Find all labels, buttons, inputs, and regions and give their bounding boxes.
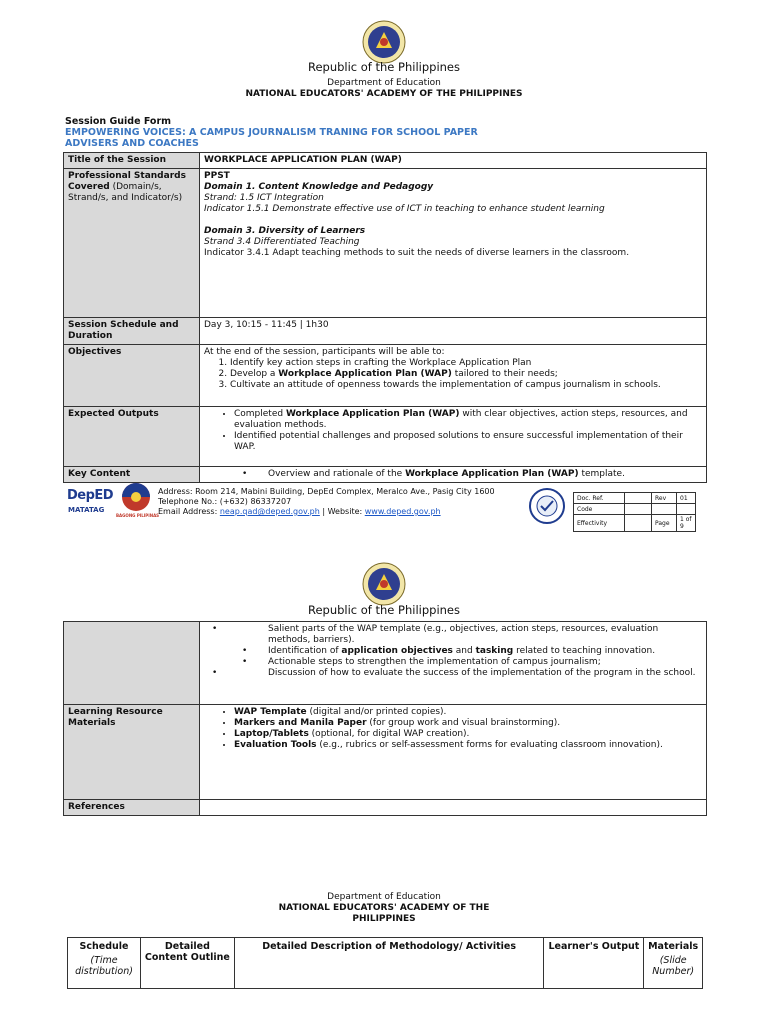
- key-content-item: • Overview and rationale of the Workplace Application Plan (WAP) template.: [268, 469, 702, 480]
- title-row: [64, 153, 707, 169]
- references-value: [200, 800, 707, 816]
- col-schedule-sub: (Time distribution): [75, 955, 133, 977]
- lrm-list: [204, 707, 702, 751]
- lrm-item: • WAP Template (digital and/or printed copies).: [234, 707, 702, 718]
- academy-header-line1: NATIONAL EDUCATORS' ACADEMY OF THE: [278, 903, 490, 913]
- col-methodology: Detailed Description of Methodology/ Activities: [234, 938, 544, 989]
- doc-ref-label: Doc. Ref.: [574, 493, 625, 504]
- footer-contact: [158, 487, 495, 517]
- title-label: Title of the Session: [64, 153, 200, 169]
- indicator1: Indicator 1.5.1 Demonstrate effective use of ICT in teaching to enhance student learning: [204, 204, 605, 214]
- form-title: Session Guide Form: [65, 116, 172, 127]
- domain1-title: Domain 1. Content Knowledge and Pedagogy: [204, 182, 434, 192]
- indicator3: Indicator 3.4.1 Adapt teaching methods to suit the needs of diverse learners in the classroom.: [204, 248, 630, 258]
- schedule-label: Session Schedule and Duration: [64, 318, 200, 345]
- outputs-value: [200, 407, 707, 467]
- objective-item: 3. Cultivate an attitude of openness towards the implementation of campus journalism in schools.: [230, 380, 702, 391]
- schedule-value: Day 3, 10:15 - 11:45 | 1h30: [200, 318, 707, 345]
- col-materials: Materials (Slide Number): [644, 938, 703, 989]
- objective-item: 2. Develop a Workplace Application Plan (WAP) tailored to their needs;: [230, 369, 702, 380]
- deped-logo: DepED: [67, 488, 114, 503]
- references-label: References: [64, 800, 200, 816]
- col-materials-sub: (Slide Number): [652, 955, 695, 977]
- rev-label: Rev: [652, 493, 677, 504]
- key-content-item: • Identification of application objectives and tasking related to teaching innovation.: [268, 646, 702, 657]
- page-label: Page: [652, 515, 677, 532]
- col-learner-output: Learner's Output: [544, 938, 644, 989]
- output-item: • Identified potential challenges and proposed solutions to ensure successful implementation of their WAP.: [234, 431, 702, 453]
- key-content-item: • Discussion of how to evaluate the success of the implementation of the program in the school.: [238, 668, 702, 679]
- footer-telephone: Telephone No.: (+632) 86337207: [158, 497, 292, 506]
- lrm-value: [200, 705, 707, 800]
- academy-header: NATIONAL EDUCATORS' ACADEMY OF THE PHILIPPINES: [245, 89, 523, 99]
- certification-seal-icon: [528, 487, 566, 525]
- lrm-item: • Evaluation Tools (e.g., rubrics or self-assessment forms for evaluating classroom innovation).: [234, 740, 702, 751]
- footer-email-line: Email Address: neap.qad@deped.gov.ph | Website: www.deped.gov.ph: [158, 507, 441, 516]
- objectives-list: [204, 358, 702, 391]
- key-content-continued: [200, 622, 707, 705]
- academy-header-line2: PHILIPPINES: [352, 914, 416, 924]
- rev-value: 01: [677, 493, 696, 504]
- lrm-row: [64, 705, 707, 800]
- methodology-header-row: [68, 938, 703, 989]
- strand3: Strand 3.4 Differentiated Teaching: [204, 237, 360, 247]
- session-guide-table: [63, 152, 707, 483]
- republic-header: Republic of the Philippines: [307, 60, 461, 74]
- key-content-label: Key Content: [64, 467, 200, 483]
- standards-value: [200, 169, 707, 318]
- website-link[interactable]: www.deped.gov.ph: [364, 507, 441, 516]
- outputs-label: Expected Outputs: [64, 407, 200, 467]
- col-schedule: Schedule (Time distribution): [68, 938, 141, 989]
- key-content-item: • Salient parts of the WAP template (e.g., objectives, action steps, resources, evaluation methods, barriers).: [238, 624, 702, 646]
- key-content-list: [204, 469, 702, 480]
- program-title-line1: EMPOWERING VOICES: A CAMPUS JOURNALISM TRANING FOR SCHOOL PAPER: [65, 127, 478, 138]
- objectives-row: [64, 345, 707, 407]
- domain3-title: Domain 3. Diversity of Learners: [204, 226, 366, 236]
- ppst-label: PPST: [204, 171, 230, 181]
- bagong-pilipinas-text: BAGONG PILIPINAS: [116, 513, 160, 518]
- email-link[interactable]: neap.qad@deped.gov.ph: [219, 507, 320, 516]
- effectivity-label: Effectivity: [574, 515, 625, 532]
- key-content-value: [200, 467, 707, 483]
- outputs-list: [204, 409, 702, 453]
- title-value: WORKPLACE APPLICATION PLAN (WAP): [200, 153, 707, 169]
- col-content-outline: Detailed Content Outline: [141, 938, 235, 989]
- program-title-line2: ADVISERS AND COACHES: [65, 138, 199, 149]
- code-label: Code: [574, 504, 625, 515]
- schedule-row: [64, 318, 707, 345]
- standards-label-rest: (Domain/s, Strand/s, and Indicator/s): [68, 182, 183, 203]
- output-item: • Completed Workplace Application Plan (WAP) with clear objectives, action steps, resources, and evaluation methods.: [234, 409, 702, 431]
- key-content-continued-row: [64, 622, 707, 705]
- key-content-list: [204, 624, 702, 679]
- outputs-row: [64, 407, 707, 467]
- lrm-label: Learning Resource Materials: [64, 705, 200, 800]
- objectives-value: [200, 345, 707, 407]
- deped-seal-icon: [362, 20, 406, 64]
- lrm-item: • Markers and Manila Paper (for group work and visual brainstorming).: [234, 718, 702, 729]
- references-row: [64, 800, 707, 816]
- bagong-pilipinas-logo-icon: [118, 482, 154, 512]
- matatag-logo: MATATAG: [68, 506, 105, 514]
- objective-item: 1. Identify key action steps in crafting the Workplace Application Plan: [230, 358, 702, 369]
- key-content-row: [64, 467, 707, 483]
- key-content-item: • Actionable steps to strengthen the implementation of campus journalism;: [268, 657, 702, 668]
- page-value: 1 of 9: [677, 515, 696, 532]
- standards-label-bold: Professional Standards Covered: [68, 171, 186, 192]
- objectives-label: Objectives: [64, 345, 200, 407]
- doc-ref-table: [573, 492, 696, 532]
- standards-row: [64, 169, 707, 318]
- republic-header: Republic of the Philippines: [307, 603, 461, 617]
- program-title: [65, 127, 478, 149]
- session-guide-table-continued: [63, 621, 707, 816]
- objectives-intro: At the end of the session, participants will be able to:: [204, 347, 445, 357]
- deped-seal-icon: [362, 562, 406, 606]
- footer-address: Address: Room 214, Mabini Building, DepEd Complex, Meralco Ave., Pasig City 1600: [158, 487, 495, 496]
- department-header: Department of Education: [327, 78, 441, 88]
- methodology-table: [67, 937, 703, 989]
- strand1: Strand: 1.5 ICT Integration: [204, 193, 324, 203]
- department-header: Department of Education: [327, 892, 441, 902]
- standards-label: [64, 169, 200, 318]
- lrm-item: • Laptop/Tablets (optional, for digital WAP creation).: [234, 729, 702, 740]
